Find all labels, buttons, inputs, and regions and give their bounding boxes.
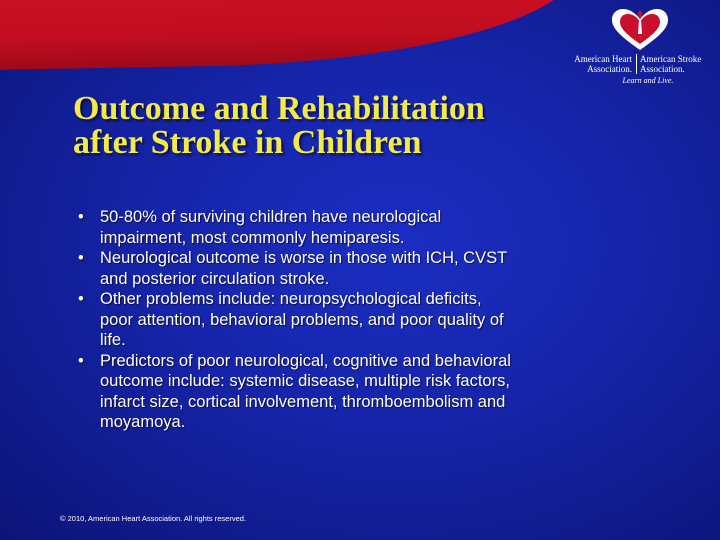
red-header-band: [0, 0, 581, 70]
bullet-item: [78, 351, 678, 433]
bullet-item: [78, 289, 678, 351]
bullet-line: Neurological outcome is worse in those with ICH, CVST: [100, 249, 508, 267]
bullet-dot-icon: •: [78, 249, 84, 267]
logo-right-line-1: American Stroke: [640, 54, 702, 64]
bullet-line: impairment, most commonly hemiparesis.: [100, 228, 405, 247]
bullet-dot-icon: •: [78, 208, 84, 226]
bullet-line: infarct size, cortical involvement, thromboembolism and: [100, 392, 506, 411]
title-line-2: after Stroke in Children: [73, 124, 422, 161]
bullet-line: poor attention, behavioral problems, and poor quality of: [100, 310, 504, 329]
logo-left-line-1: American Heart: [574, 54, 632, 64]
bullet-list: [78, 207, 678, 433]
bullet-line: life.: [100, 331, 126, 349]
heart-torch-icon: [590, 4, 690, 54]
logo-right-line-2: Association.: [640, 64, 685, 74]
slide-title: [73, 92, 673, 160]
bullet-item: [78, 207, 678, 248]
aha-asa-logo: [568, 4, 718, 86]
bullet-item: [78, 248, 678, 289]
bullet-dot-icon: •: [78, 290, 84, 308]
asa-logo-text: [640, 54, 712, 74]
aha-logo-text: [570, 54, 632, 74]
logo-tagline: Learn and Live.: [622, 76, 674, 85]
title-line-1: Outcome and Rehabilitation: [73, 90, 485, 127]
logo-divider: [636, 54, 637, 74]
bullet-line: Other problems include: neuropsychological deficits,: [100, 290, 482, 308]
bullet-line: outcome include: systemic disease, multiple risk factors,: [100, 372, 510, 390]
bullet-line: and posterior circulation stroke.: [100, 269, 330, 288]
bullet-line: moyamoya.: [100, 413, 186, 431]
bullet-line: Predictors of poor neurological, cognitive and behavioral: [100, 351, 511, 370]
copyright-notice: © 2010, American Heart Association. All rights reserved.: [60, 514, 247, 523]
bullet-line: 50-80% of surviving children have neurological: [100, 208, 442, 226]
logo-left-line-2: Association.: [587, 64, 632, 74]
bullet-dot-icon: •: [78, 351, 84, 370]
